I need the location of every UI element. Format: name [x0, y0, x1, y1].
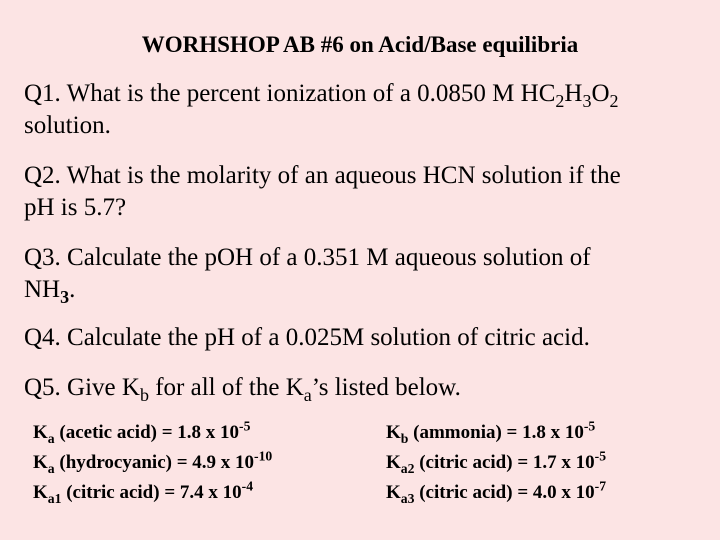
question-5-text: ’s listed below.: [311, 374, 461, 401]
page-title: WORHSHOP AB #6 on Acid/Base equilibria: [141, 32, 579, 57]
exponent: -5: [594, 448, 607, 464]
subscript: 3: [582, 91, 592, 111]
question-1-text: Q1. What is the percent ionization of a 0.0850 M HC: [24, 80, 556, 107]
question-1-line-2: solution.: [24, 112, 111, 139]
question-2-line-2: pH is 5.7?: [24, 194, 127, 221]
subscript: a3: [400, 490, 415, 506]
formula-part: O: [591, 80, 610, 107]
question-2: [24, 160, 704, 224]
subscript: a: [47, 460, 55, 476]
subscript: 2: [555, 91, 565, 111]
question-3: [24, 242, 704, 306]
question-4-text: Q4. Calculate the pH of a 0.025M solution of citric acid.: [24, 324, 590, 351]
constant-row: [386, 448, 606, 478]
exponent: -5: [239, 418, 251, 434]
k-symbol: K: [386, 452, 401, 473]
subscript: a1: [47, 490, 62, 506]
k-symbol: K: [386, 422, 401, 443]
constant-row: [386, 478, 606, 508]
constant-row: [33, 448, 272, 478]
question-4: [24, 322, 704, 354]
constant-text: (citric acid) = 7.4 x 10: [61, 482, 242, 503]
constant-text: (citric acid) = 1.7 x 10: [414, 452, 595, 473]
k-symbol: K: [33, 422, 48, 443]
subscript: a2: [400, 460, 415, 476]
exponent: -10: [254, 448, 273, 464]
exponent: -7: [594, 478, 607, 494]
formula-part: .: [69, 276, 76, 303]
subscript: a: [47, 430, 55, 446]
constants-list-right: [386, 418, 606, 508]
k-symbol: K: [33, 482, 48, 503]
constants-list-left: [33, 418, 272, 508]
question-2-line-1: Q2. What is the molarity of an aqueous HCN solution if the: [24, 162, 621, 189]
question-5: [24, 372, 704, 404]
constant-text: (acetic acid) = 1.8 x 10: [54, 422, 240, 443]
exponent: -5: [583, 418, 596, 434]
constant-text: (hydrocyanic) = 4.9 x 10: [54, 452, 255, 473]
subscript: b: [400, 430, 409, 446]
constant-text: (citric acid) = 4.0 x 10: [414, 482, 595, 503]
exponent: -4: [241, 478, 254, 494]
formula-part: NH: [24, 276, 61, 303]
question-1: [24, 78, 704, 142]
constant-text: (ammonia) = 1.8 x 10: [408, 422, 584, 443]
subscript: a: [303, 385, 312, 405]
constant-row: [386, 418, 606, 448]
subscript: b: [139, 385, 149, 405]
subscript: 2: [609, 91, 619, 111]
question-3-line-1: Q3. Calculate the pOH of a 0.351 M aqueous solution of: [24, 244, 591, 271]
question-5-text: Q5. Give K: [24, 374, 140, 401]
subscript: 3: [60, 287, 70, 307]
constant-row: [33, 478, 272, 508]
constant-row: [33, 418, 272, 448]
k-symbol: K: [33, 452, 48, 473]
question-5-text: for all of the K: [148, 374, 304, 401]
k-symbol: K: [386, 482, 401, 503]
formula-part: H: [564, 80, 583, 107]
